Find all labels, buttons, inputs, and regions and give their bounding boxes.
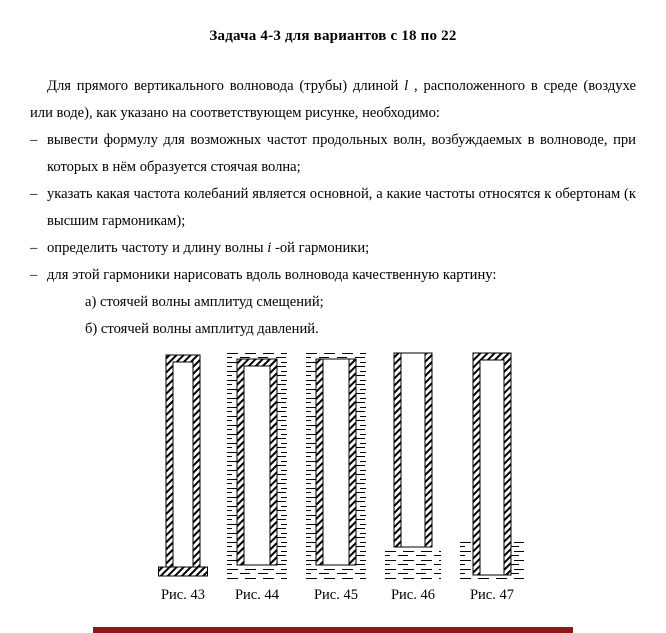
figure-caption: Рис. 45 <box>313 587 358 603</box>
sub-item-a: а) стоячей волны амплитуд смещений; <box>85 294 324 310</box>
list-item <box>30 181 636 235</box>
math-symbol-i: i <box>267 240 272 256</box>
figure-45 <box>306 351 366 604</box>
list-item-text: для этой гармоники нарисовать вдоль волновода качественную картину: <box>47 267 497 283</box>
figure-45-drawing <box>306 351 366 581</box>
dash-marker: – <box>30 240 38 256</box>
intro-paragraph <box>30 73 636 127</box>
page-title: Задача 4-3 для вариантов с 18 по 22 <box>209 28 457 44</box>
figure-43 <box>158 351 208 604</box>
figure-caption: Рис. 44 <box>234 587 279 603</box>
figure-caption: Рис. 47 <box>469 587 514 603</box>
intro-text-1: Для прямого вертикального волновода (трубы) длиной <box>47 78 405 94</box>
sub-item-b: б) стоячей волны амплитуд давлений. <box>85 321 319 337</box>
dash-marker: – <box>30 132 38 148</box>
figure-44 <box>227 351 287 604</box>
list-item <box>30 235 636 262</box>
dash-marker: – <box>30 186 38 202</box>
figure-caption: Рис. 46 <box>390 587 435 603</box>
figure-47 <box>460 351 524 604</box>
figures-row <box>46 351 636 604</box>
math-symbol-l: l <box>404 78 409 94</box>
list-item-text: указать какая частота колебаний является основной, а какие частоты относятся к обертонам (к высшим гармоникам); <box>47 186 636 229</box>
list-item <box>30 262 636 289</box>
figure-47-drawing <box>460 351 524 581</box>
list-item-text-part: -ой гармоники; <box>271 240 370 256</box>
dash-marker: – <box>30 267 38 283</box>
figure-caption: Рис. 43 <box>160 587 205 603</box>
task-list <box>30 127 636 343</box>
figure-44-drawing <box>227 351 287 581</box>
list-item-text-part: определить частоту и длину волны <box>47 240 268 256</box>
list-item-text <box>47 235 636 262</box>
intro-text-2: , расположенного в среде (воздухе или воде), как указано на соответствующем рисунке, необходимо: <box>30 78 636 121</box>
list-item <box>30 127 636 181</box>
figure-46-drawing <box>385 351 441 581</box>
figure-43-drawing <box>158 351 208 581</box>
figure-46 <box>385 351 441 604</box>
list-item-text: вывести формулу для возможных частот продольных волн, возбуждаемых в волноводе, при которых в нём образуется стоячая волна; <box>47 132 636 175</box>
bottom-red-bar <box>93 627 573 633</box>
